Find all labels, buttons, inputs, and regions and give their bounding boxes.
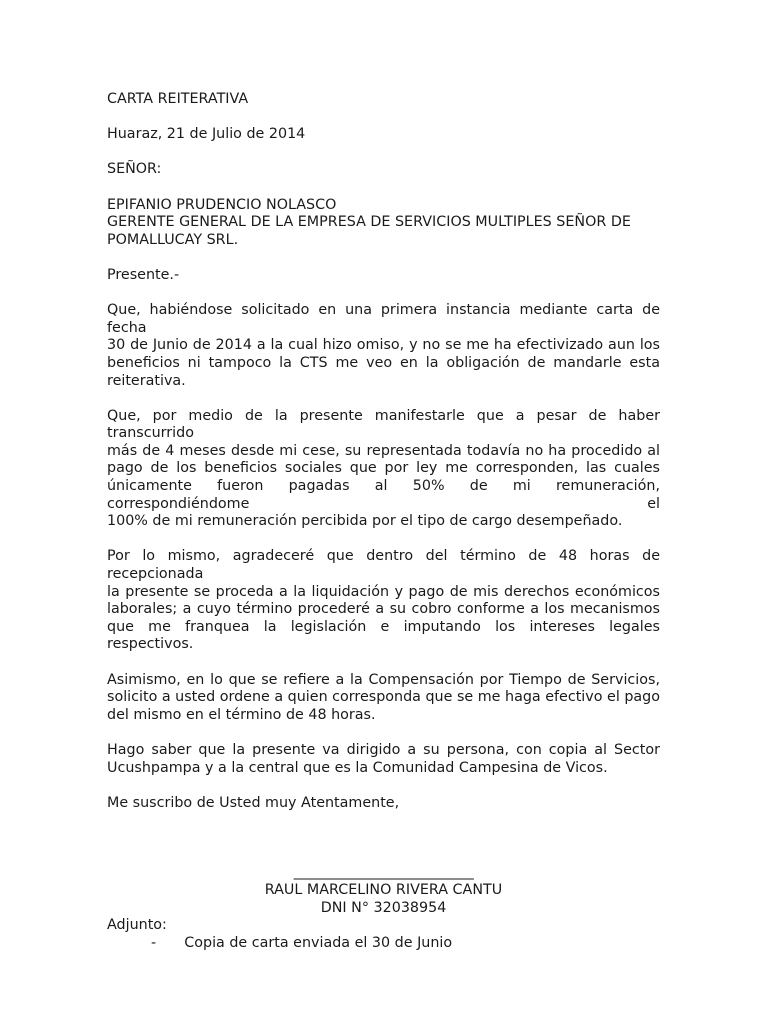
signer-name: RAUL MARCELINO RIVERA CANTU	[264, 881, 503, 898]
paragraph-line: Que, habiéndose solicitado en una primera instancia mediante carta de fecha	[107, 302, 660, 336]
paragraph-line: solicito a usted ordene a quien corresponda que se me haga efectivo el pago	[107, 689, 660, 706]
paragraph-line: Hago saber que la presente va dirigido a su persona, con copia al Sector	[107, 741, 660, 758]
signer-dni: DNI N° 32038954	[320, 899, 447, 916]
paragraph-line: laborales; a cuyo término procederé a su cobro conforme a los mecanismos	[107, 601, 660, 618]
paragraph-line: pago de los beneficios sociales que por ley me corresponden, las cuales	[107, 460, 660, 477]
paragraph-line: 100% de mi remuneración percibida por el tipo de cargo desempeñado.	[107, 513, 623, 530]
attachments-block	[107, 917, 660, 952]
paragraph-line: del mismo en el término de 48 horas.	[107, 706, 376, 723]
paragraph-2	[107, 408, 660, 531]
attachment-item	[107, 935, 660, 953]
letter-title: CARTA REITERATIVA	[107, 91, 249, 107]
paragraph-line: más de 4 meses desde mi cese, su representada todavía no ha procedido al	[107, 442, 660, 459]
opening: Presente.-	[107, 266, 180, 283]
salutation: SEÑOR:	[107, 161, 162, 178]
paragraph-line: Que, por medio de la presente manifestarle que a pesar de haber transcurrido	[107, 407, 660, 442]
bullet-dash: -	[151, 934, 157, 951]
paragraph-4	[107, 672, 660, 725]
recipient-name: EPIFANIO PRUDENCIO NOLASCO	[107, 196, 337, 213]
paragraph-3	[107, 548, 660, 654]
signature-line: ___________________________	[293, 864, 474, 881]
paragraph-1	[107, 302, 660, 390]
recipient-position-line: POMALLUCAY SRL.	[107, 231, 239, 248]
paragraph-line: Asimismo, en lo que se refiere a la Compensación por Tiempo de Servicios,	[107, 671, 660, 688]
paragraph-line: reiterativa.	[107, 372, 186, 389]
paragraph-line: beneficios ni tampoco la CTS me veo en la obligación de mandarle esta	[107, 354, 660, 371]
paragraph-line: únicamente fueron pagadas al 50% de mi remuneración, correspondiéndome el	[107, 478, 660, 512]
signature-block	[107, 864, 660, 917]
paragraph-line: Ucushpampa y a la central que es la Comunidad Campesina de Vicos.	[107, 759, 608, 776]
paragraph-line: Por lo mismo, agradeceré que dentro del término de 48 horas de recepcionada	[107, 548, 660, 583]
attachments-label: Adjunto:	[107, 917, 167, 934]
recipient-block	[107, 197, 660, 250]
letter-body	[107, 91, 660, 952]
recipient-position-line: GERENTE GENERAL DE LA EMPRESA DE SERVICIOS MULTIPLES SEÑOR DE	[107, 214, 631, 231]
paragraph-line: 30 de Junio de 2014 a la cual hizo omiso, y no se me ha efectivizado aun los	[107, 337, 660, 354]
place-date: Huaraz, 21 de Julio de 2014	[107, 126, 306, 143]
paragraph-line: la presente se proceda a la liquidación y pago de mis derechos económicos	[107, 583, 660, 600]
attachment-text: Copia de carta enviada el 30 de Junio	[184, 934, 453, 951]
paragraph-5	[107, 742, 660, 777]
closing: Me suscribo de Usted muy Atentamente,	[107, 794, 400, 811]
paragraph-line: que me franquea la legislación e imputando los intereses legales respectivos.	[107, 618, 660, 653]
